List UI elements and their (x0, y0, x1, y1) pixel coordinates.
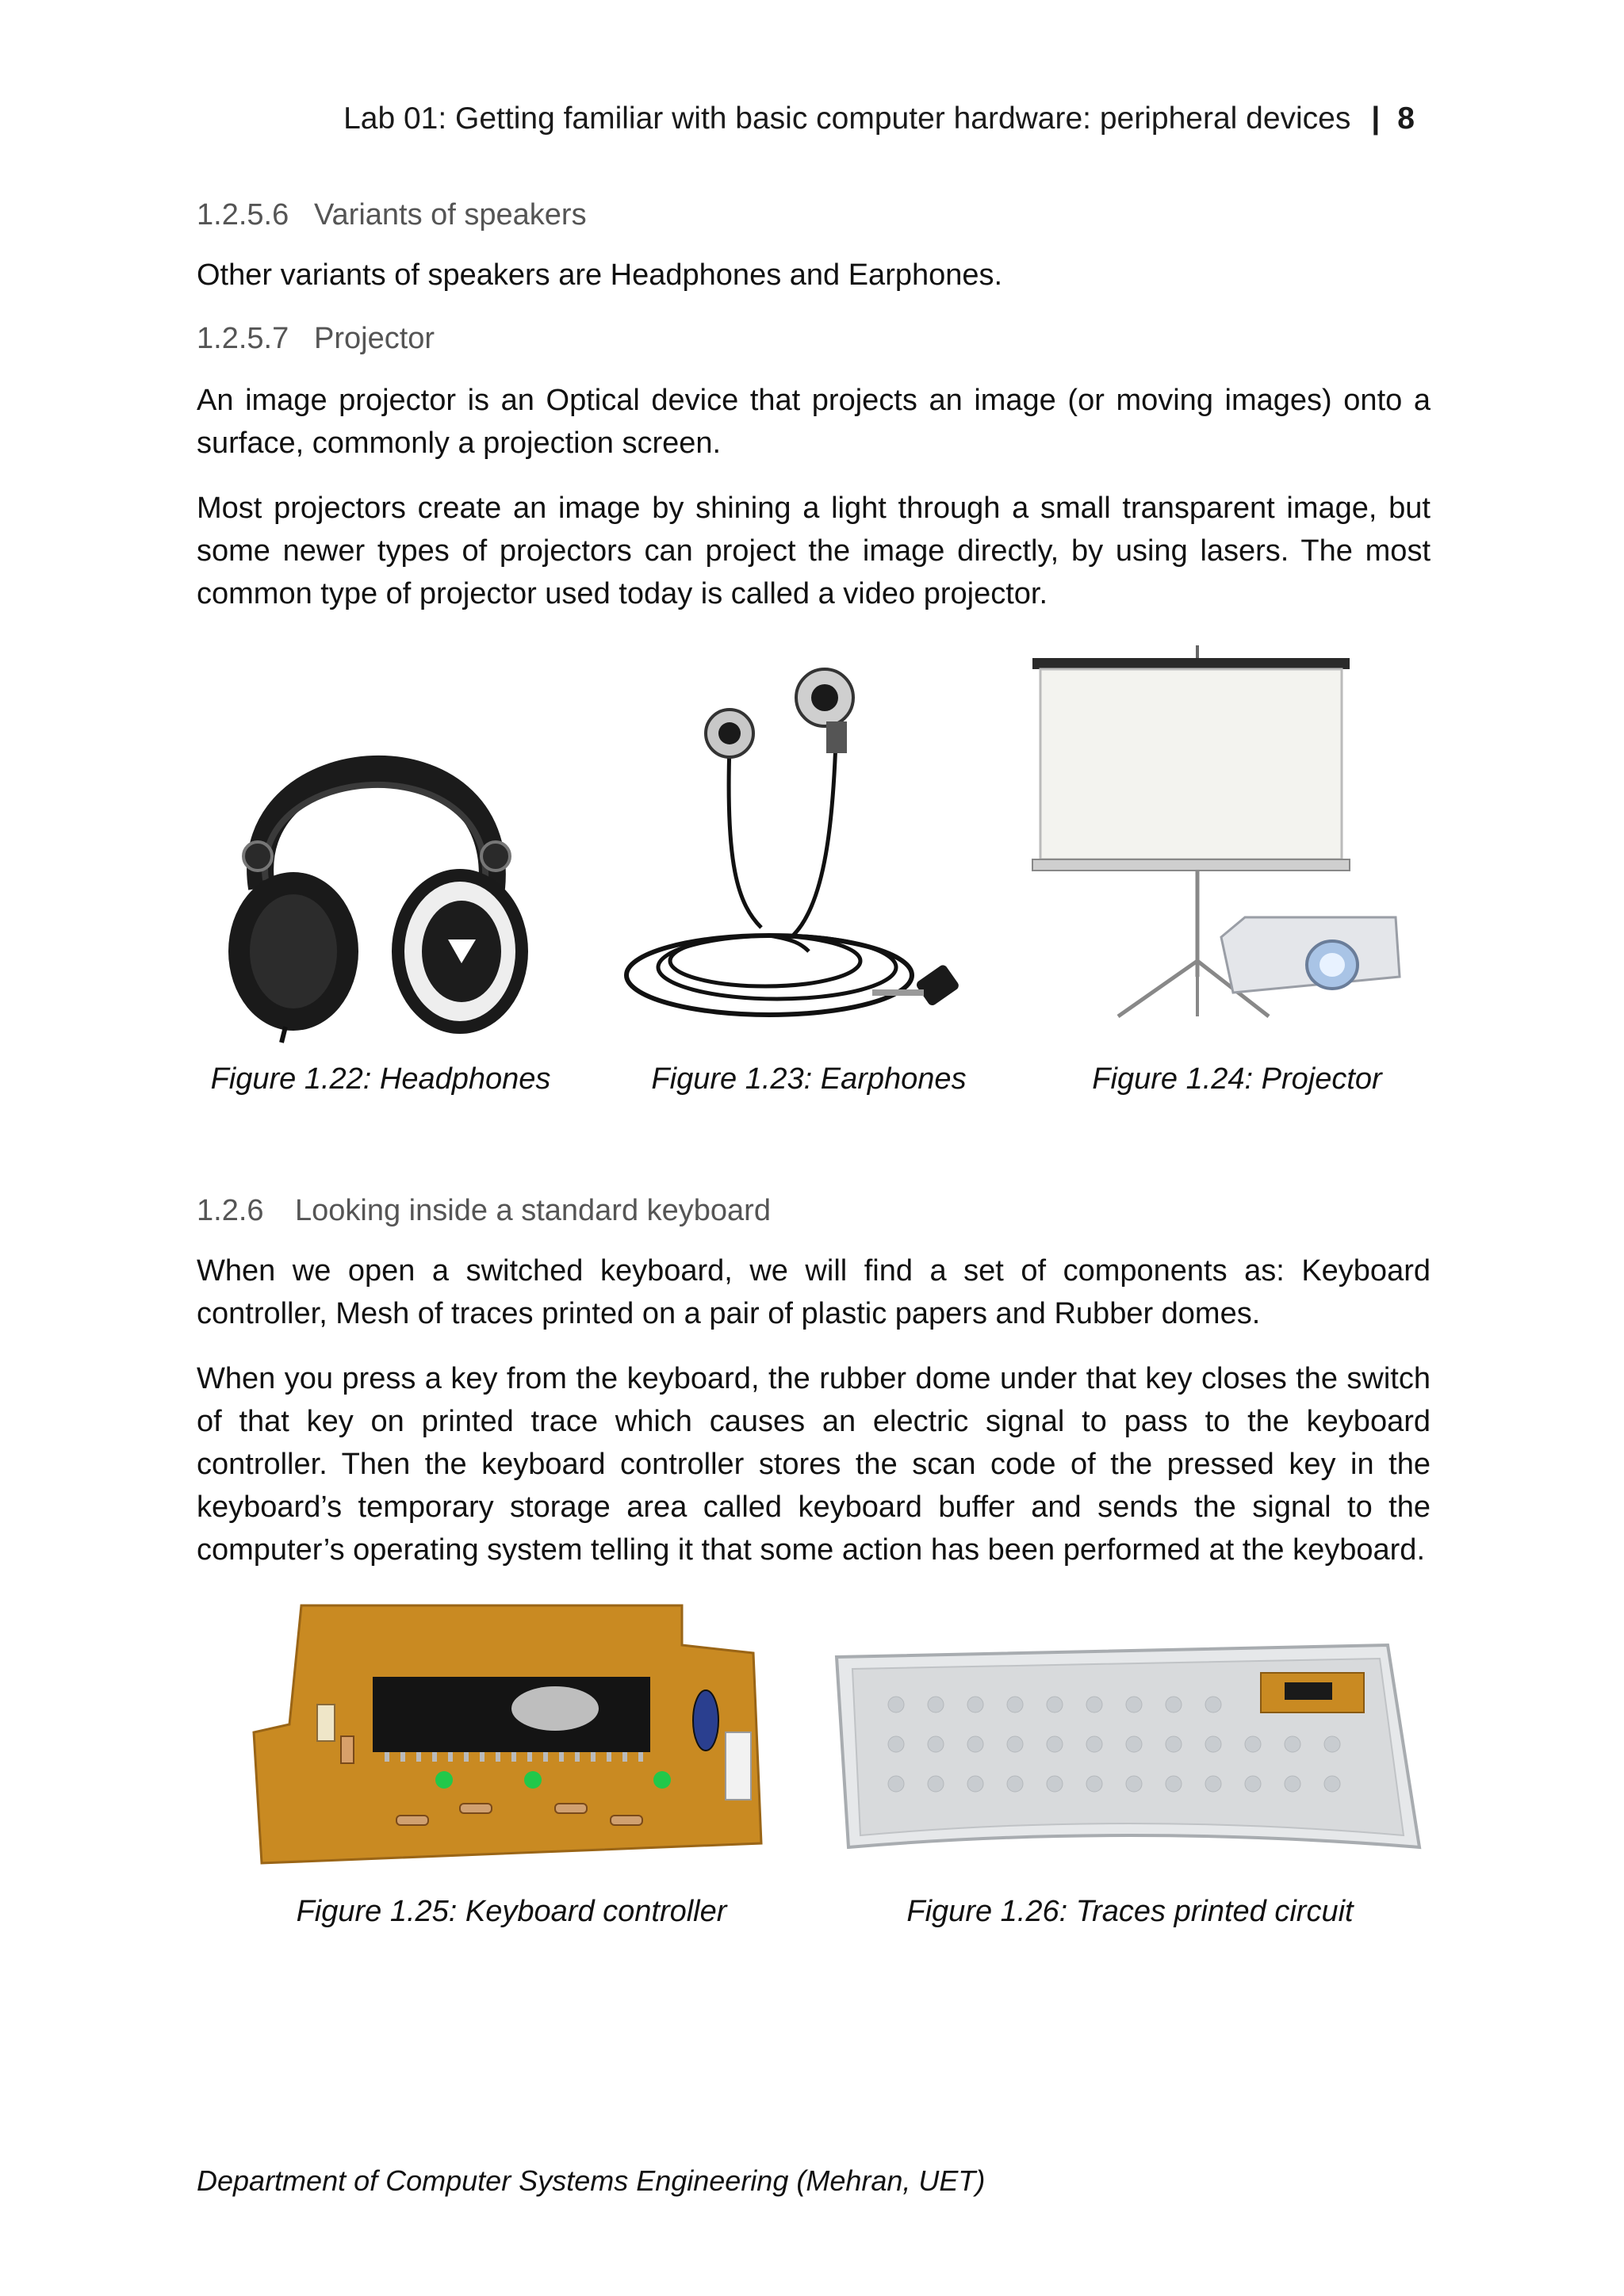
section-number: 1.2.5.7 (197, 322, 289, 355)
section-number: 1.2.6 (197, 1194, 264, 1227)
paragraph-speakers: Other variants of speakers are Headphones and Earphones. (197, 258, 1003, 292)
section-heading-speakers (197, 198, 587, 232)
figure-caption-earphones: Figure 1.23: Earphones (651, 1062, 967, 1096)
circuit-board-icon (238, 1601, 793, 1871)
figure-caption-headphones: Figure 1.22: Headphones (210, 1062, 551, 1096)
paragraph-keyboard-2: When you press a key from the keyboard, the rubber dome under that key closes the switch of that key on printed trace which causes an electric signal to pass to the keyboard controller. Then the keyboard controller stores the scan code of the pressed key in the keyboard’s temporary storage area called keyboard buffer and sends the signal to the computer’s operating system telling it that some action has been performed at the keyboard. (197, 1362, 1431, 1567)
header-title: Lab 01: Getting familiar with basic computer hardware: peripheral devices (343, 101, 1351, 136)
figure-caption-projector: Figure 1.24: Projector (1092, 1062, 1382, 1096)
paragraph-projector-2: Most projectors create an image by shining a light through a small transparent image, but some newer types of projectors can project the image directly, by using lasers. The most common type of projector used today is called a video projector. (197, 492, 1431, 610)
section-heading-keyboard (197, 1194, 771, 1228)
headphones-icon (206, 690, 547, 1039)
page-footer: Department of Computer Systems Engineering (Mehran, UET) (197, 2164, 986, 2197)
projector-icon (1031, 644, 1411, 1032)
page-number: 8 (1397, 101, 1415, 136)
paragraph-keyboard-1: When we open a switched keyboard, we will find a set of components as: Keyboard controller, Mesh of traces printed on a pair of plastic papers and Rubber domes. (197, 1254, 1431, 1330)
section-title: Projector (314, 322, 435, 355)
earphones-icon (611, 666, 983, 1023)
section-title: Looking inside a standard keyboard (295, 1194, 771, 1227)
section-heading-projector (197, 322, 435, 356)
paragraph-projector-1: An image projector is an Optical device that projects an image (or moving images) onto a surface, commonly a projection screen. (197, 384, 1431, 460)
page-header (0, 101, 1415, 136)
keyboard-membrane-icon (833, 1641, 1419, 1863)
header-separator: | (1371, 101, 1381, 136)
section-number: 1.2.5.6 (197, 198, 289, 232)
figure-caption-keyboard-controller: Figure 1.25: Keyboard controller (296, 1895, 727, 1928)
section-title: Variants of speakers (314, 198, 587, 232)
figure-caption-traces: Figure 1.26: Traces printed circuit (906, 1895, 1354, 1928)
